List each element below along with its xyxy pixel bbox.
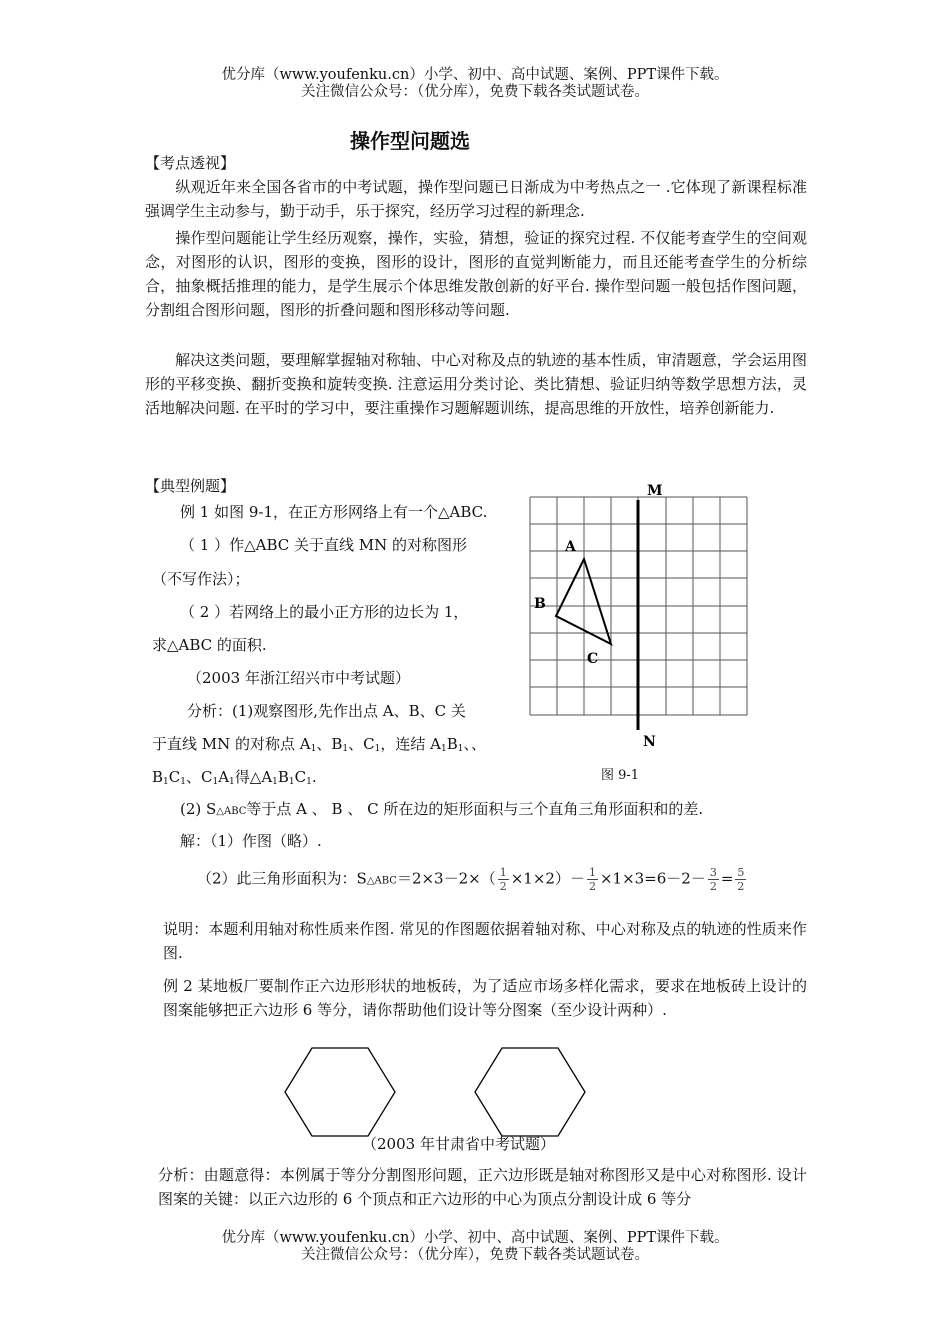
analysis-line-1: 分析：(1)观察图形,先作出点 A、B、C 关	[187, 702, 466, 720]
example-1-line-4: （ 2 ）若网络上的最小正方形的边长为 1，	[180, 603, 469, 621]
label-m: M	[647, 483, 663, 499]
fraction-five-halves: $\frac{5}{2}$	[737, 866, 745, 893]
section-heading-kaodian: 【考点透视】	[145, 154, 236, 172]
section-heading-dianxing: 【典型例题】	[145, 477, 236, 495]
paragraph-2: 操作型问题能让学生经历观察，操作，实验，猜想，验证的探究过程. 不仅能考查学生的空间观念，对图形的认识，图形的变换，图形的设计，图形的直觉判断能力，而且还能考查学生的分析综合，抽象概括推理的能力，是学生展示个体思维发散创新的好平台. 操作型问题一般包括作图问题，分割组合图形问题，图形的折叠问题和图形移动等问题.	[145, 229, 807, 319]
example-1-source: （2003 年浙江绍兴市中考试题）	[187, 669, 410, 687]
header-line-1: 优分库（www.youfenku.cn）小学、初中、高中试题、案例、PPT课件下载。	[221, 67, 729, 83]
hexagon-right	[475, 1048, 585, 1136]
label-n: N	[643, 734, 656, 750]
label-b: B	[534, 596, 546, 612]
solution-line-1: 解：（1）作图（略）.	[180, 832, 322, 850]
figure-caption: 图 9-1	[601, 768, 640, 783]
paragraph-3: 解决这类问题，要理解掌握轴对称轴、中心对称及点的轨迹的基本性质，审清题意，学会运用图形的平移变换、翻折变换和旋转变换. 注意运用分类讨论、类比猜想、验证归纳等数学思想方法，灵活地解决问题. 在平时的学习中，要注重操作习题解题训练，提高思维的开放性，培养创新能力.	[145, 351, 807, 417]
hexagon-left	[285, 1048, 395, 1136]
solution-line-2: （2）此三角形面积为：S△ABC＝2×3－2×（ $\frac{1}{2}$ ×1×2）－ $\frac{1}{2}$ ×1×3=6－2－ $\frac{3}{2}$ = $\frac{5}{2}$	[197, 866, 745, 893]
fraction-one-half: $\frac{1}{2}$	[588, 866, 596, 893]
figure-9-1	[525, 478, 760, 753]
footer-line-2: 关注微信公众号：（优分库），免费下载各类试题试卷。	[301, 1247, 649, 1263]
note-paragraph: 说明：本题利用轴对称性质来作图. 常见的作图题依据着轴对称、中心对称及点的轨迹的性质来作图.	[163, 920, 807, 962]
example-2-paragraph: 例 2 某地板厂要制作正六边形形状的地板砖，为了适应市场多样化需求，要求在地板砖上设计的图案能够把正六边形 6 等分，请你帮助他们设计等分图案（至少设计两种）.	[163, 977, 807, 1019]
example-1-line-2: （ 1 ）作△ABC 关于直线 MN 的对称图形	[180, 536, 468, 554]
example-1-line-3: （不写作法）；	[152, 570, 250, 588]
footer-line-1: 优分库（www.youfenku.cn）小学、初中、高中试题、案例、PPT课件下载。	[221, 1230, 729, 1246]
label-c: C	[587, 651, 599, 667]
label-a: A	[565, 539, 576, 555]
example-1-line-5: 求△ABC 的面积.	[152, 636, 267, 654]
analysis-line-4: (2) S△ABC等于点 A 、 B 、 C 所在边的矩形面积与三个直角三角形面积和的差.	[180, 800, 704, 818]
example-1-line-1: 例 1 如图 9-1，在正方形网络上有一个△ABC.	[180, 503, 488, 521]
analysis-line-2: 于直线 MN 的对称点 $A_1$、$B_1$、$C_1$，连结 $A_1B_1$、、	[152, 735, 486, 754]
fraction-three-halves: $\frac{3}{2}$	[709, 866, 717, 893]
analysis-line-3: $B_1C_1$、$C_1A_1$得$\triangle A_1B_1C_1$.	[152, 768, 317, 787]
fraction-one-half: $\frac{1}{2}$	[499, 866, 507, 893]
page-title: 操作型问题选	[350, 129, 470, 153]
example-2-source: （2003 年甘肃省中考试题）	[362, 1135, 555, 1153]
header-line-2: 关注微信公众号：（优分库），免费下载各类试题试卷。	[301, 84, 649, 100]
analysis-2-paragraph: 分析：由题意得：本例属于等分分割图形问题，正六边形既是轴对称图形又是中心对称图形. 设计图案的关键：以正六边形的 6 个顶点和正六边形的中心为顶点分割设计成 6 等分	[158, 1166, 807, 1208]
paragraph-1: 纵观近年来全国各省市的中考试题，操作型问题已日渐成为中考热点之一 .它体现了新课程标准强调学生主动参与，勤于动手，乐于探究，经历学习过程的新理念.	[145, 178, 807, 220]
